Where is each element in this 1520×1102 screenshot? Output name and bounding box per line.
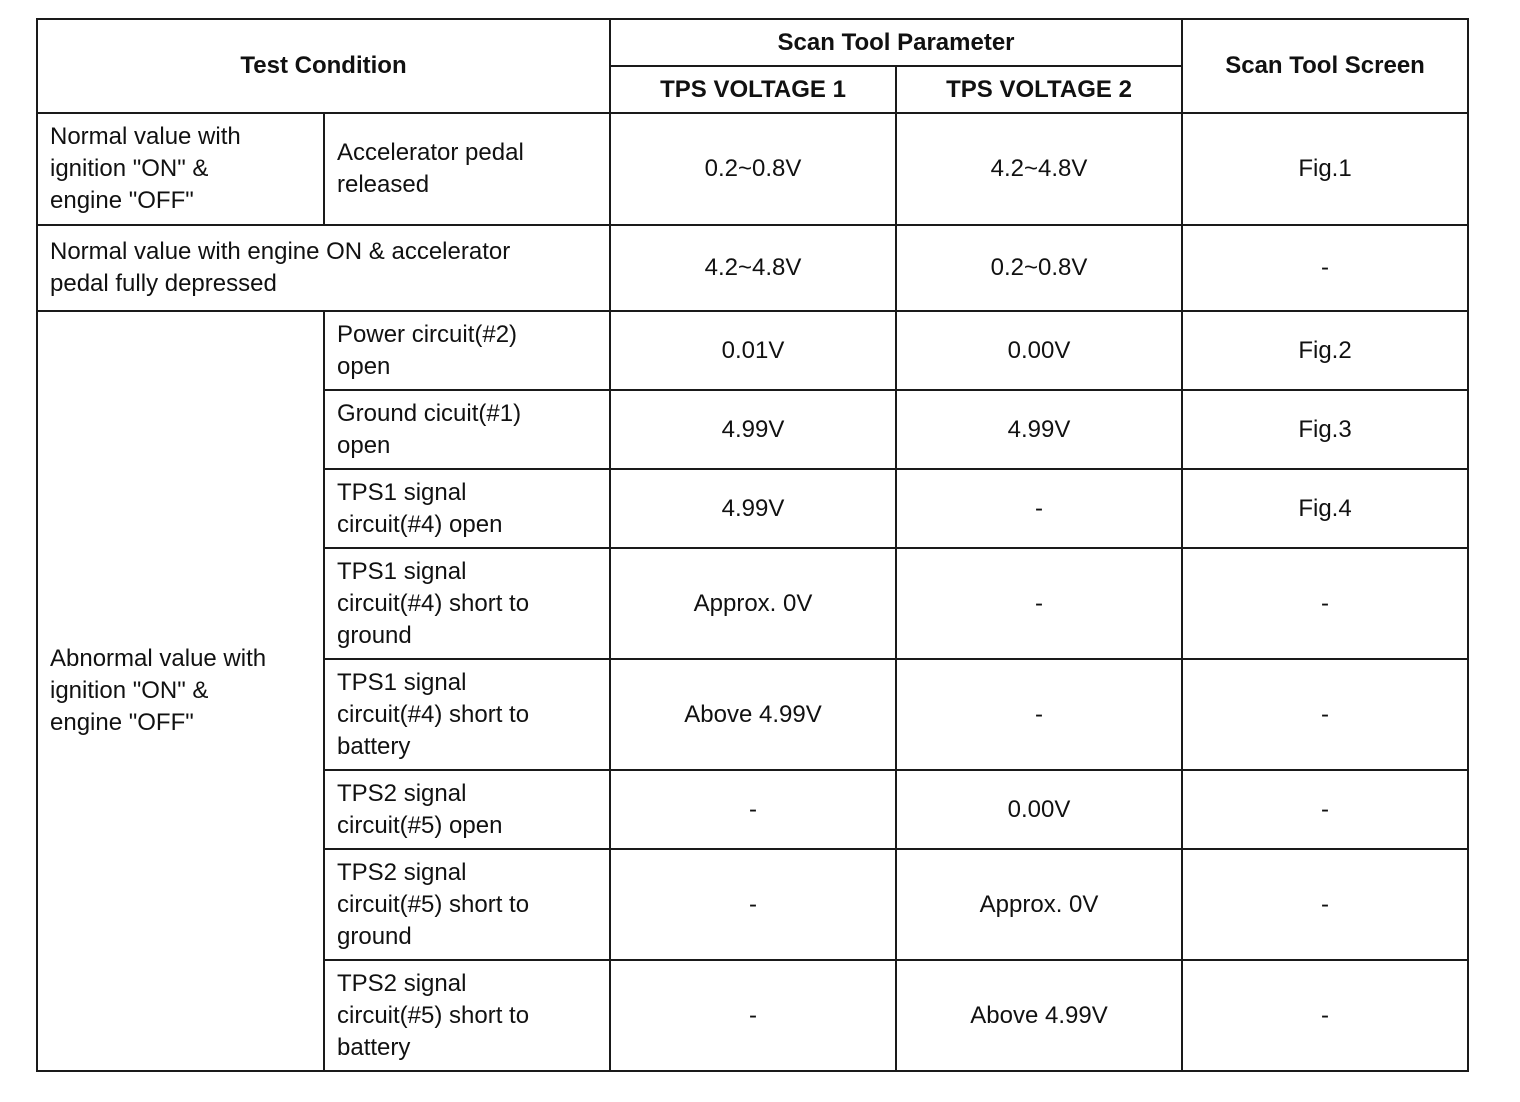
scan-tool-screen-value: Fig.4 (1182, 469, 1468, 548)
group-abnormal: Abnormal value with ignition "ON" & engine "OFF" (37, 311, 324, 1071)
scan-tool-screen-value: - (1182, 960, 1468, 1071)
tps-voltage-1-value: Above 4.99V (610, 659, 896, 770)
condition-label: TPS2 signal circuit(#5) short to battery (324, 960, 610, 1071)
tps-voltage-2-value: - (896, 469, 1182, 548)
tps-voltage-2-value: Above 4.99V (896, 960, 1182, 1071)
group-normal-ignition-on: Normal value with ignition "ON" & engine "OFF" (37, 113, 324, 225)
tps-voltage-2-value: 4.99V (896, 390, 1182, 469)
scan-tool-screen-value: - (1182, 770, 1468, 849)
tps-voltage-1-value: 0.2~0.8V (610, 113, 896, 225)
tps-voltage-2-value: - (896, 548, 1182, 659)
scan-tool-screen-value: - (1182, 225, 1468, 311)
scan-tool-screen-value: - (1182, 548, 1468, 659)
tps-voltage-1-value: 4.2~4.8V (610, 225, 896, 311)
condition-label: Power circuit(#2) open (324, 311, 610, 390)
condition-label: TPS2 signal circuit(#5) short to ground (324, 849, 610, 960)
condition-label: TPS2 signal circuit(#5) open (324, 770, 610, 849)
scan-tool-screen-value: Fig.2 (1182, 311, 1468, 390)
condition-label: TPS1 signal circuit(#4) open (324, 469, 610, 548)
header-tps-voltage-1: TPS VOLTAGE 1 (610, 66, 896, 113)
tps-voltage-1-value: - (610, 770, 896, 849)
scan-tool-screen-value: Fig.3 (1182, 390, 1468, 469)
tps-voltage-1-value: - (610, 849, 896, 960)
table-row (37, 311, 1468, 390)
table-row (37, 225, 1468, 311)
tps-voltage-2-value: 4.2~4.8V (896, 113, 1182, 225)
condition-label: TPS1 signal circuit(#4) short to ground (324, 548, 610, 659)
tps-voltage-1-value: Approx. 0V (610, 548, 896, 659)
tps-voltage-1-value: 4.99V (610, 390, 896, 469)
header-test-condition: Test Condition (37, 19, 610, 113)
condition-label: Accelerator pedal released (324, 113, 610, 225)
scan-tool-screen-value: - (1182, 849, 1468, 960)
header-scan-tool-parameter: Scan Tool Parameter (610, 19, 1182, 66)
condition-label: Ground cicuit(#1) open (324, 390, 610, 469)
table-row (37, 113, 1468, 225)
tps-voltage-2-value: 0.2~0.8V (896, 225, 1182, 311)
tps-voltage-2-value: Approx. 0V (896, 849, 1182, 960)
group-normal-engine-on: Normal value with engine ON & accelerator pedal fully depressed (37, 225, 610, 311)
tps-voltage-1-value: - (610, 960, 896, 1071)
header-scan-tool-screen: Scan Tool Screen (1182, 19, 1468, 113)
tps-diagnostic-table (36, 18, 1469, 1072)
scan-tool-screen-value: - (1182, 659, 1468, 770)
header-tps-voltage-2: TPS VOLTAGE 2 (896, 66, 1182, 113)
tps-voltage-1-value: 0.01V (610, 311, 896, 390)
tps-voltage-2-value: 0.00V (896, 311, 1182, 390)
scan-tool-screen-value: Fig.1 (1182, 113, 1468, 225)
tps-voltage-2-value: 0.00V (896, 770, 1182, 849)
tps-voltage-2-value: - (896, 659, 1182, 770)
condition-label: TPS1 signal circuit(#4) short to battery (324, 659, 610, 770)
tps-voltage-1-value: 4.99V (610, 469, 896, 548)
